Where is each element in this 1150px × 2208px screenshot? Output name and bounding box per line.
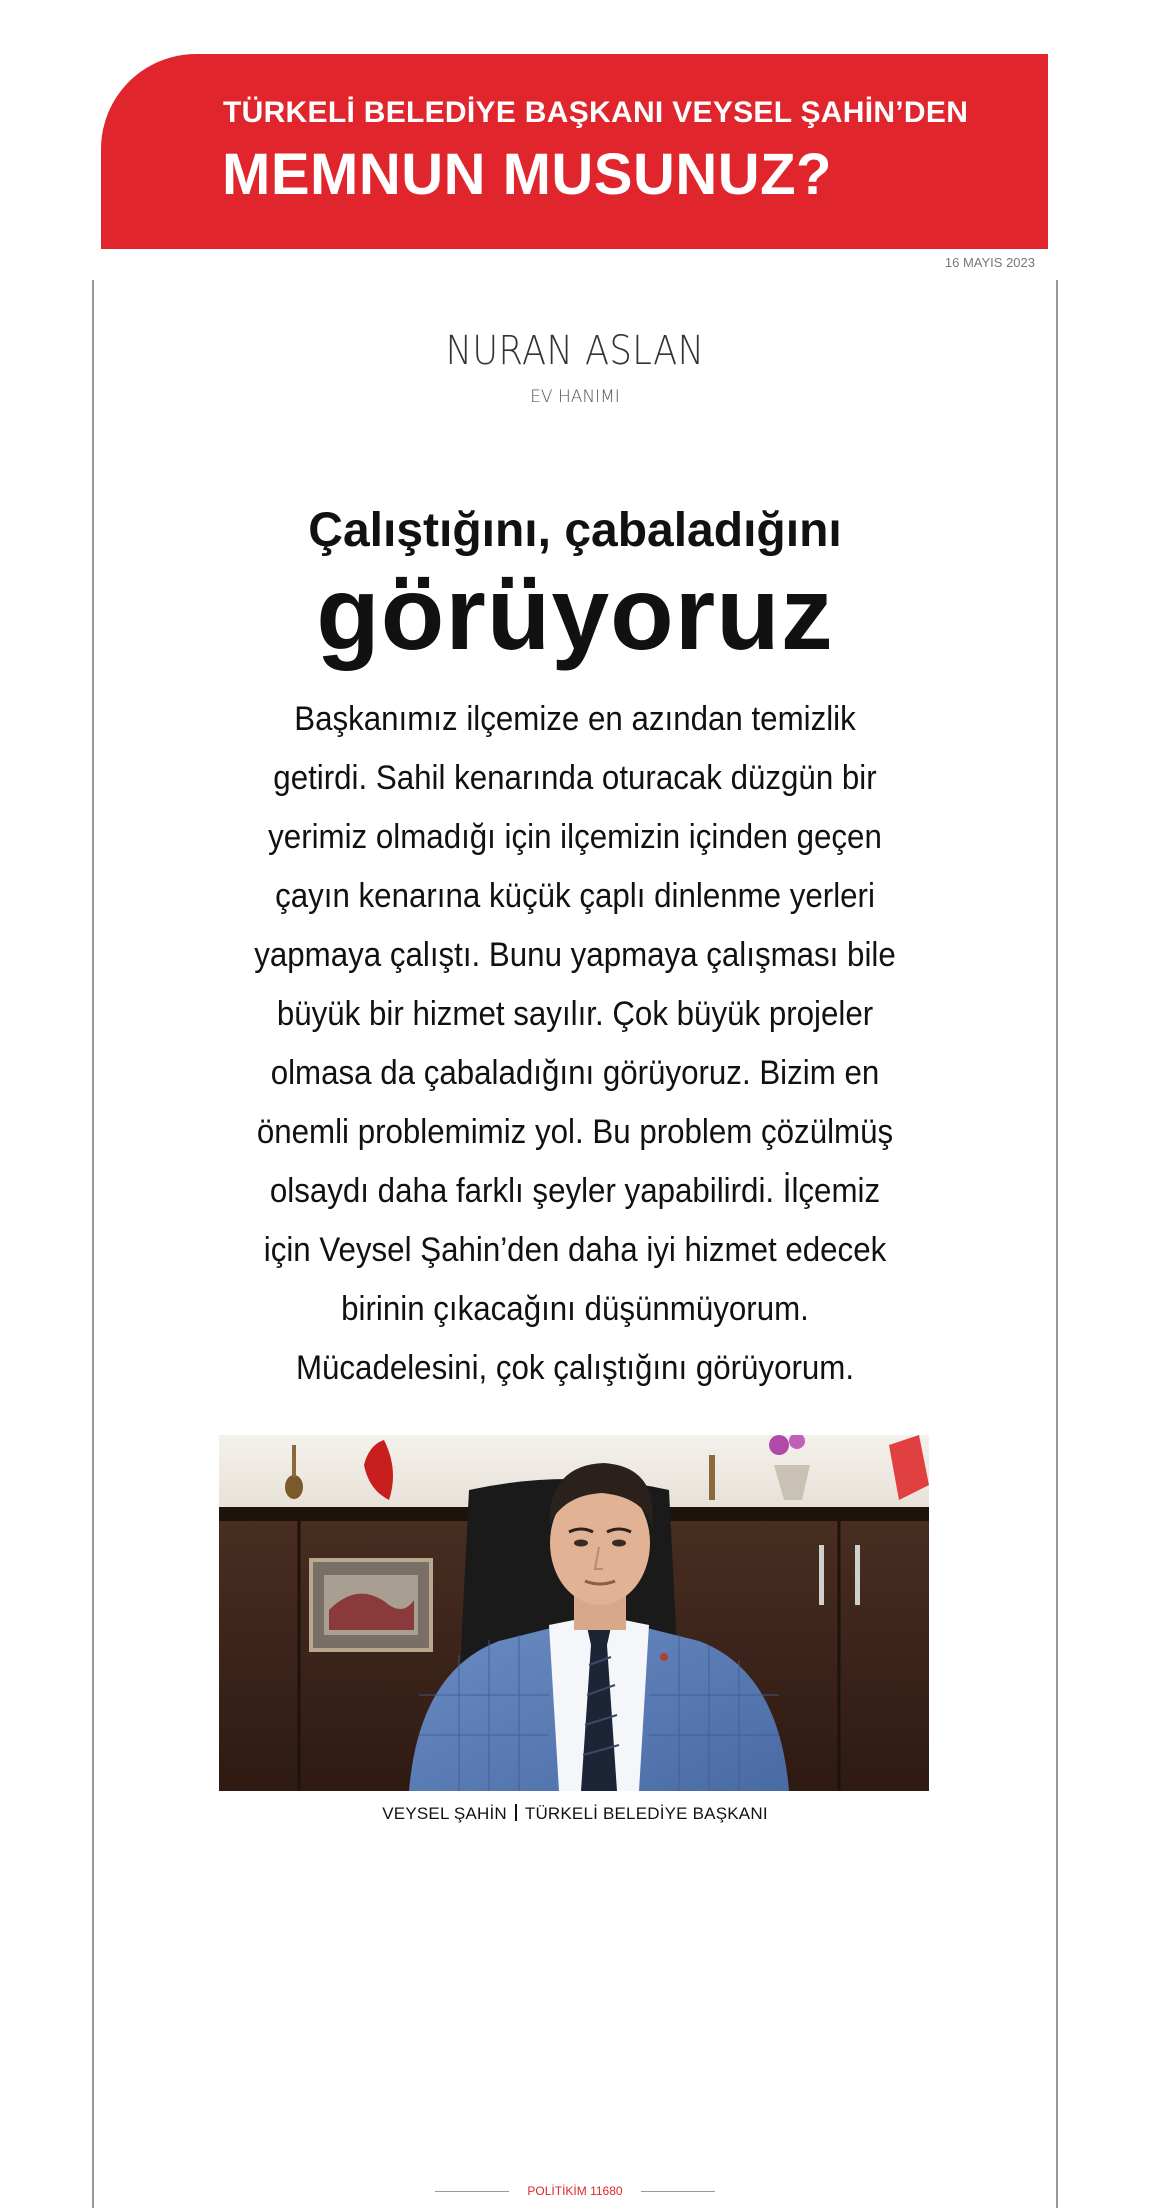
article-body: Başkanımız ilçemize en azından temizlik getirdi. Sahil kenarında oturacak düzgün bir yerimiz olmadığı için ilçemizin içinden geçen çayın kenarına küçük çaplı dinlenme yerleri yapmaya çalıştı. Bunu yapmaya çalışması bile büyük bir hizmet sayılır. Çok büyük projeler olmasa da çabaladığını görüyoruz. Bizim en önemli problemimiz yol. Bu problem çözülmüş olsaydı daha farklı şeyler yapabilirdi. İlçemiz için Veysel Şahin’den daha iyi hizmet edecek birinin çıkacağını düşünmüyorum. Mücadelesini, çok çalıştığını görüyorum.: [254, 700, 896, 1387]
caption-role: TÜRKELİ BELEDİYE BAŞKANI: [524, 1804, 768, 1823]
footer-label: POLİTİKİM 11680: [527, 2184, 623, 2198]
interviewee-occupation: EV HANIMI: [530, 387, 620, 407]
header-title: MEMNUN MUSUNUZ?: [222, 142, 832, 207]
photo-caption: [0, 1804, 1150, 1824]
footer-rule-left: [435, 2191, 509, 2192]
header-banner: [101, 54, 1048, 249]
mayor-portrait-illustration: [219, 1435, 929, 1791]
footer-rule-right: [641, 2191, 715, 2192]
headline-line-2: görüyoruz: [316, 556, 834, 672]
interviewee-name: NURAN ASLAN: [445, 328, 705, 374]
caption-name: VEYSEL ŞAHİN: [382, 1804, 507, 1823]
headline-line-1: Çalıştığını, çabaladığını: [308, 504, 842, 557]
mayor-photo: [219, 1435, 929, 1791]
publish-date: 16 MAYIS 2023: [944, 255, 1035, 270]
footer: [0, 2184, 1150, 2198]
caption-separator: [515, 1804, 517, 1821]
header-kicker: TÜRKELİ BELEDİYE BAŞKANI VEYSEL ŞAHİN’DEN: [223, 96, 969, 129]
